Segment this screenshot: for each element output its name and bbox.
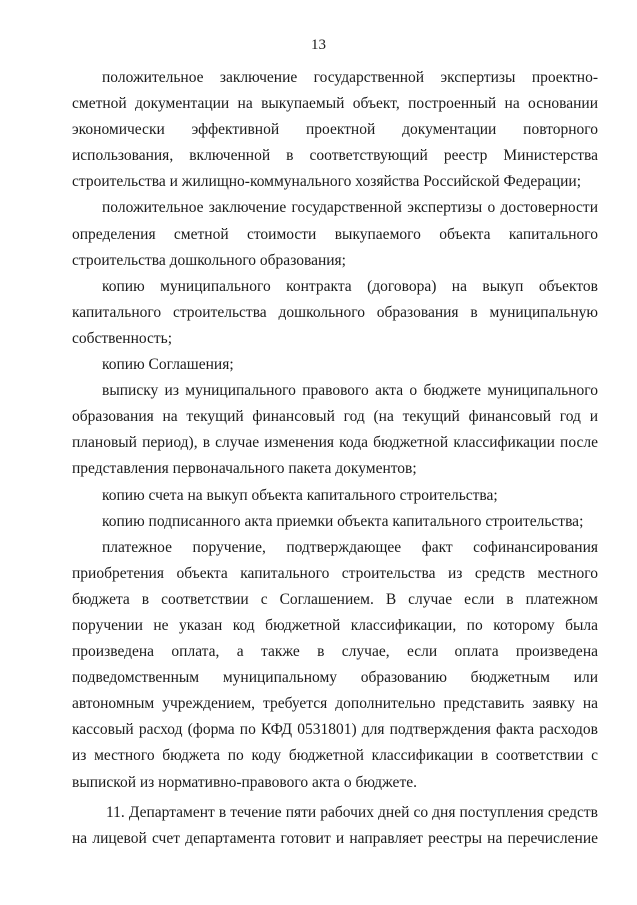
paragraph-acceptance-act: копию подписанного акта приемки объекта капитального строительства; — [102, 512, 584, 530]
paragraph-payment-order: платежное поручение, подтверждающее факт софинансирования приобретения объекта капитального строительства из средств местного бюджета в соответствии с Соглашением. В случае если в платежном поручении не указан код бюджетной классификации, по которому была произведена оплата, а также в случае, если оплата произведена подведомственным муниципальному образованию бюджетным или автономным учреждением, требуется дополнительно представить заявку на кассовый расход (форма по КФД 0531801) для подтверждения факта расходов из местного бюджета по коду бюджетной классификации в соответствии с выпиской из нормативно-правового акта о бюджете. — [72, 538, 598, 791]
page-number: 13 — [311, 37, 326, 53]
paragraph-state-expertise-design: положительное заключение государственной экспертизы проектно-сметной документации на выкупаемый объект, построенный на основании экономически эффективной проектной документации повторного использования, включенной в соответствующий реестр Министерства строительства и жилищно-коммунального хозяйства Российской Федерации; — [72, 69, 598, 191]
paragraph-state-expertise-cost: положительное заключение государственной экспертизы о достоверности определения сметной стоимости выкупаемого объекта капитального строительства дошкольного образования; — [72, 199, 598, 269]
paragraph-agreement-copy: копию Соглашения; — [102, 356, 234, 374]
paragraph-budget-extract: выписку из муниципального правового акта о бюджете муниципального образования на текущий финансовый год (на текущий финансовый год и плановый период), в случае изменения кода бюджетной классификации после представления первоначального пакета документов; — [72, 382, 598, 478]
paragraph-invoice-copy: копию счета на выкуп объекта капитального строительства; — [102, 486, 498, 504]
paragraph-item-11: 11. Департамент в течение пяти рабочих дней со дня поступления средств на лицевой счет департамента готовит и направляет реестры на перечисление — [72, 803, 598, 847]
paragraph-municipal-contract: копию муниципального контракта (договора) на выкуп объектов капитального строительства дошкольного образования в муниципальную собственность; — [72, 277, 598, 347]
document-body — [72, 65, 598, 852]
